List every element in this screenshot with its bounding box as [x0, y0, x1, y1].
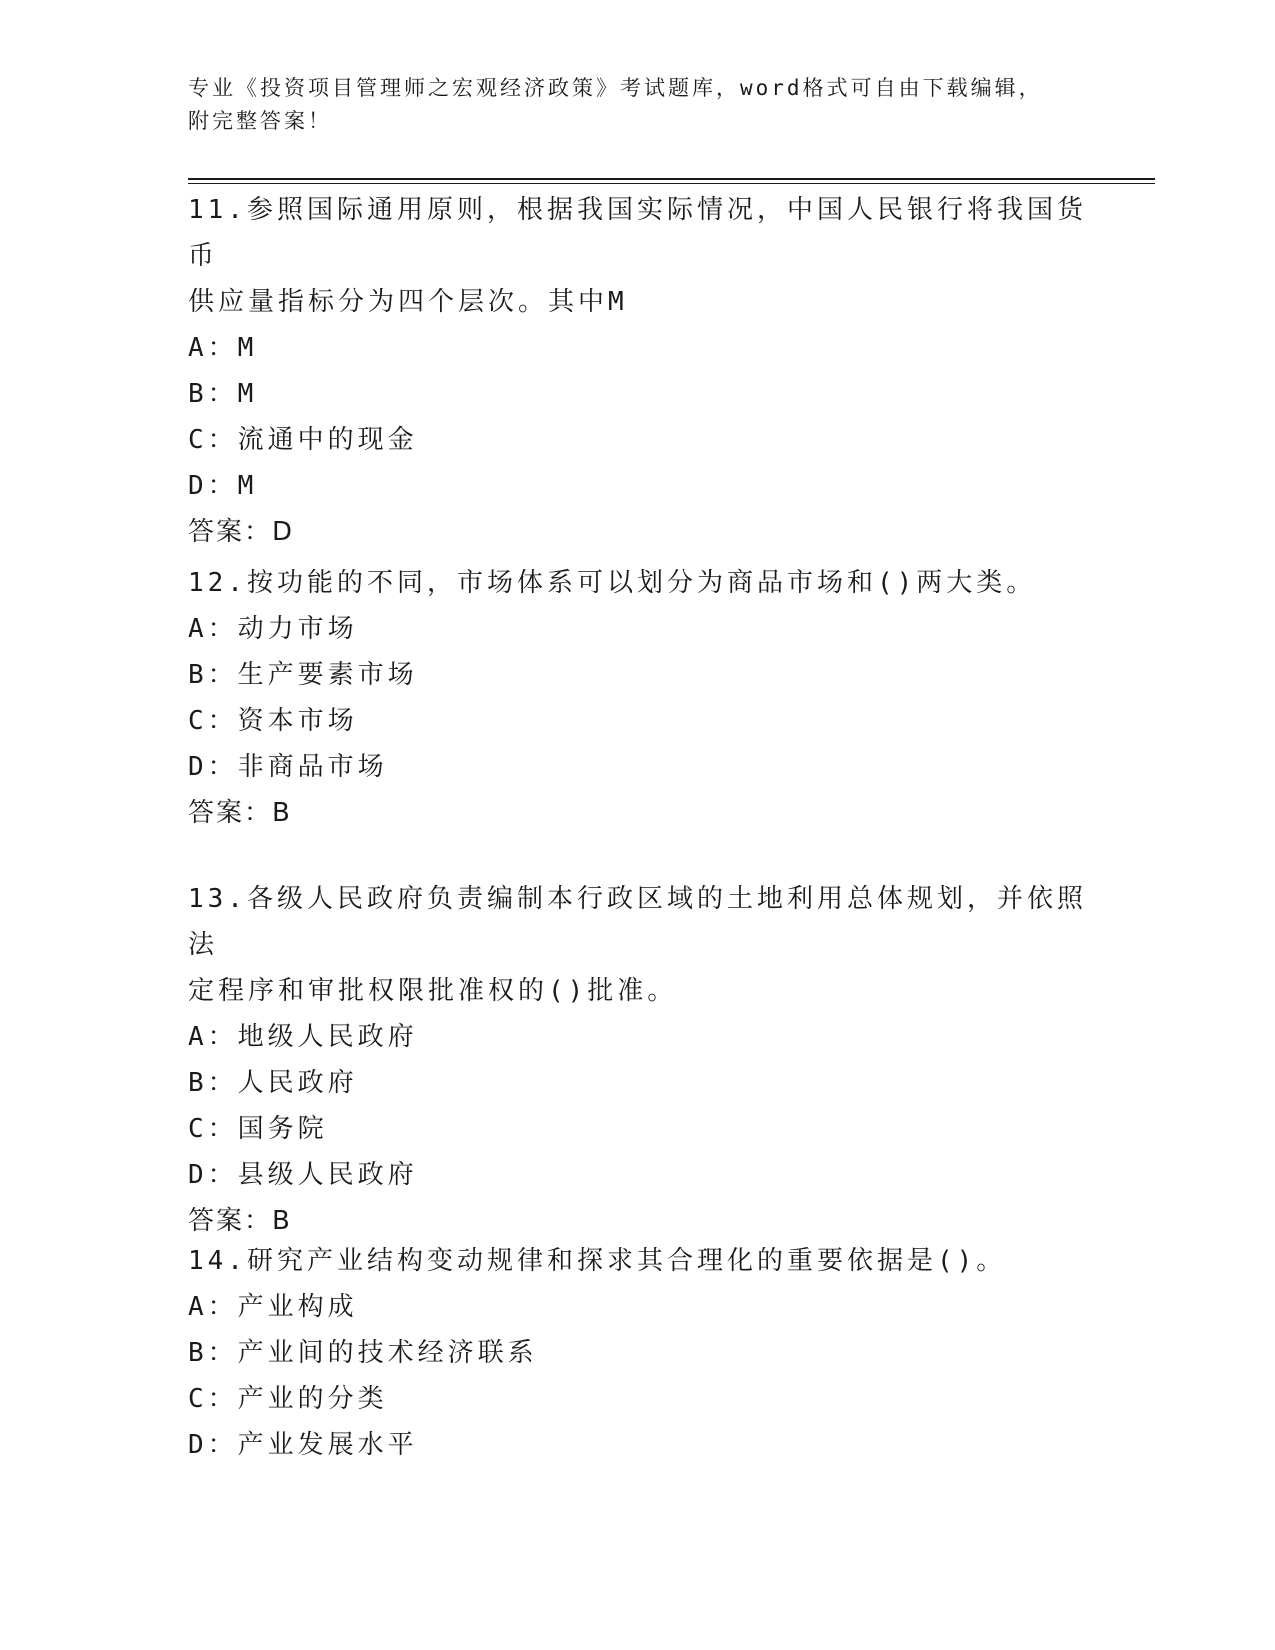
header-line-2: 附完整答案！ — [188, 109, 332, 133]
option-a: A：产业构成 — [188, 1292, 358, 1322]
option-a: A：M — [188, 333, 258, 363]
question-13 — [188, 876, 1088, 1244]
question-stem-line: 定程序和审批权限批准权的()批准。 — [188, 976, 678, 1006]
answer-line: 答案：D — [188, 517, 295, 547]
document-header — [188, 72, 1088, 138]
option-c: C：资本市场 — [188, 706, 358, 736]
option-d: D：产业发展水平 — [188, 1430, 418, 1460]
option-c: C：国务院 — [188, 1114, 328, 1144]
question-stem-line: 12.按功能的不同，市场体系可以划分为商品市场和()两大类。 — [188, 568, 1037, 598]
question-stem-line: 14.研究产业结构变动规律和探求其合理化的重要依据是()。 — [188, 1246, 1007, 1276]
header-line-1: 专业《投资项目管理师之宏观经济政策》考试题库，word格式可自由下载编辑， — [188, 76, 1043, 100]
header-divider — [188, 178, 1155, 184]
option-b: B：产业间的技术经济联系 — [188, 1338, 538, 1368]
option-d: D：非商品市场 — [188, 752, 388, 782]
question-stem-line: 11.参照国际通用原则，根据我国实际情况，中国人民银行将我国货币 — [188, 195, 1087, 271]
question-stem-line: 供应量指标分为四个层次。其中M — [188, 287, 628, 317]
option-c: C：产业的分类 — [188, 1384, 388, 1414]
question-12 — [188, 560, 1088, 836]
option-d: D：县级人民政府 — [188, 1160, 418, 1190]
option-a: A：地级人民政府 — [188, 1022, 418, 1052]
option-b: B：人民政府 — [188, 1068, 358, 1098]
option-b: B：生产要素市场 — [188, 660, 418, 690]
question-11 — [188, 187, 1088, 555]
question-stem-line: 13.各级人民政府负责编制本行政区域的土地利用总体规划，并依照法 — [188, 884, 1087, 960]
answer-line: 答案：B — [188, 798, 292, 828]
option-a: A：动力市场 — [188, 614, 358, 644]
option-c: C：流通中的现金 — [188, 425, 418, 455]
question-14 — [188, 1238, 1088, 1468]
option-b: B：M — [188, 379, 258, 409]
option-d: D：M — [188, 471, 258, 501]
answer-line: 答案：B — [188, 1206, 292, 1236]
